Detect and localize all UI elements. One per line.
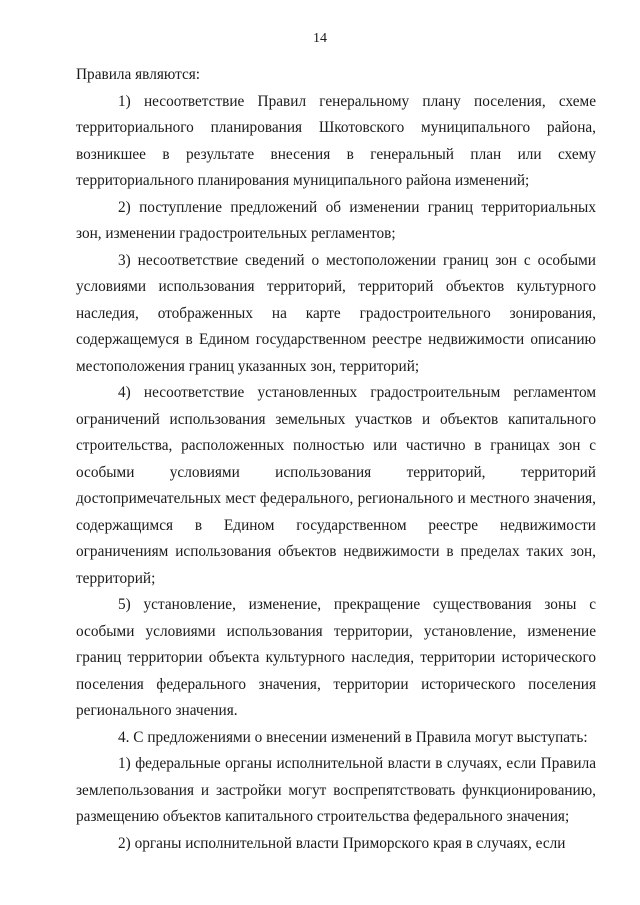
paragraph-item-3: 3) несоответствие сведений о местоположении границ зон с особыми условиями использования территорий, территорий объектов культурного наследия, отображенных на карте градостроительного зонирования, содержащемуся в Едином государственном реестре недвижимости описанию местоположения границ указанных зон, территорий;	[76, 251, 596, 375]
lead-line: Правила являются:	[76, 66, 201, 83]
section-4-heading: 4. С предложениями о внесении изменений в Правила могут выступать:	[118, 728, 588, 746]
paragraph-item-2: 2) поступление предложений об изменении границ территориальных зон, изменении градостроительных регламентов;	[76, 198, 596, 242]
page-number: 14	[313, 31, 327, 46]
document-body	[76, 62, 596, 857]
paragraph-proposer-2: 2) органы исполнительной власти Приморского края в случаях, если	[118, 834, 566, 852]
paragraph-item-4: 4) несоответствие установленных градостроительным регламентом ограничений использования земельных участков и объектов капитального строительства, расположенных полностью или частично в границах зон с особыми условиями использования территорий, территорий достопримечательных мест федерального, регионального и местного значения, содержащимся в Едином государственном реестре недвижимости ограничениям использования объектов недвижимости в пределах таких зон, территорий;	[76, 384, 596, 587]
paragraph-item-1: 1) несоответствие Правил генеральному плану поселения, схеме территориального планирования Шкотовского муниципального района, возникшее в результате внесения в генеральный план или схему территориального планирования муниципального района изменений;	[76, 92, 596, 189]
paragraph-item-5: 5) установление, изменение, прекращение существования зоны с особыми условиями использования территории, установление, изменение границ территории объекта культурного наследия, территории исторического поселения федерального значения, территории исторического поселения регионального значения.	[76, 596, 596, 719]
paragraph-proposer-1: 1) федеральные органы исполнительной власти в случаях, если Правила землепользования и застройки могут воспрепятствовать функционированию, размещению объектов капитального строительства федерального значения;	[76, 755, 596, 825]
